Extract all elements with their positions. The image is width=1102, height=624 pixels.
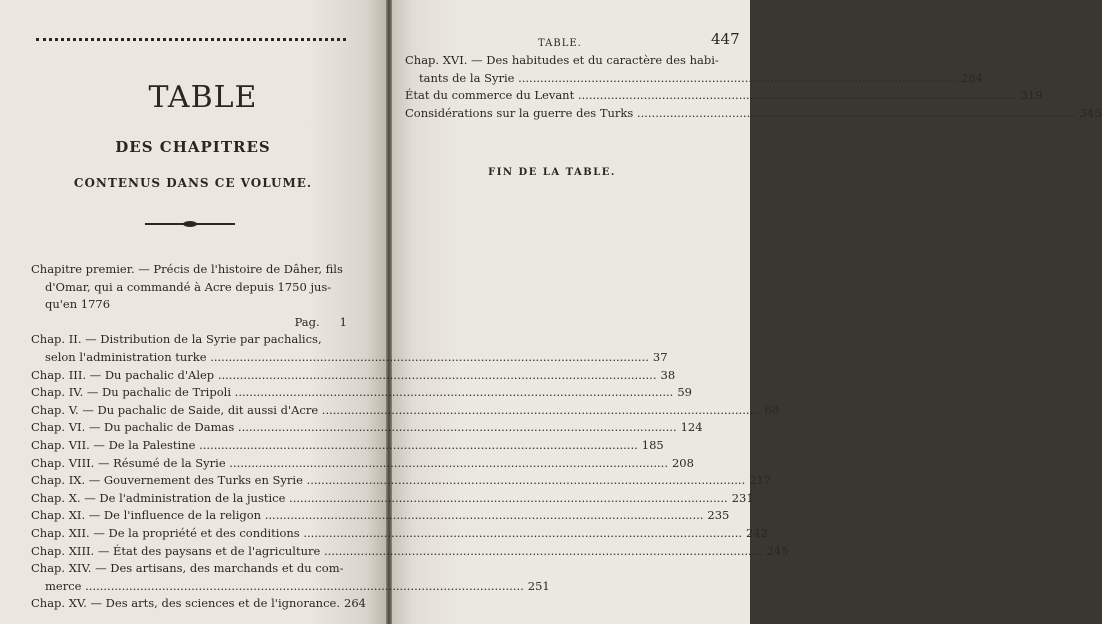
page-number: 447 [711, 30, 740, 48]
toc-entry-label: Chap. XIV. — Des artisans, des marchands et du com- [31, 561, 344, 576]
dot-leader: ........................................................................................................................ [225, 455, 668, 470]
toc-entry [31, 402, 780, 420]
toc-entry-label: Chapitre premier. — Précis de l'histoire de Dâher, fils [31, 262, 343, 276]
toc-entry [31, 560, 347, 578]
toc-entry [31, 437, 664, 455]
toc-entry [405, 87, 1043, 105]
dot-leader: ........................................................................................................................ [206, 349, 649, 364]
toc-entry-page: 217 [749, 473, 772, 488]
dot-leader: ........................................................................................................................ [299, 525, 743, 540]
toc-entry-label: selon l'administration turke ........................................................................................................................ [45, 349, 649, 364]
dot-leader: ........................................................................................................................ [285, 490, 728, 505]
toc-entry [31, 578, 550, 596]
toc-entry [31, 279, 347, 297]
toc-entry-label: Chap. IV. — Du pachalic de Tripoli ........................................................................................................................ [31, 385, 674, 400]
dot-leader: ........................................................................................................................ [234, 420, 677, 435]
toc-entry [31, 314, 347, 332]
toc-entry-page: 59 [677, 385, 692, 400]
toc-entry [31, 331, 347, 349]
toc-entry-page: 208 [671, 455, 694, 470]
toc-entry-page: 251 [527, 578, 550, 593]
dot-leader: ........................................................................................................................ [261, 508, 704, 523]
toc-entry-page: 235 [707, 508, 730, 523]
toc-entry-label: Chap. VIII. — Résumé de la Syrie ........................................................................................................................ [31, 455, 668, 470]
toc-entry [405, 52, 719, 70]
top-dotted-rule [36, 38, 346, 44]
dot-leader: ........................................................................................................................ [574, 88, 1017, 103]
toc-entry-label: Pag. [294, 314, 320, 329]
toc-entry-page: 185 [641, 437, 664, 452]
page-subtitle: DES CHAPITRES [115, 138, 271, 156]
toc-entry [405, 105, 1102, 123]
dot-leader: ........................................................................................................................ [633, 105, 1076, 120]
toc-entry-label: Chap. III. — Du pachalic d'Alep ........................................................................................................................ [31, 367, 657, 382]
dot-leader: ........................................................................................................................ [195, 437, 638, 452]
toc-entry-label: Chap. II. — Distribution de la Syrie par pachalics, [31, 332, 322, 347]
table-of-contents-right [405, 52, 1102, 122]
toc-entry [31, 261, 347, 279]
dot-leader: ........................................................................................................................ [302, 473, 746, 488]
toc-entry [31, 472, 772, 490]
toc-entry-label: Considérations sur la guerre des Turks ........................................................................................................................ [405, 105, 1076, 120]
dot-leader: ........................................................................................................................ [514, 70, 957, 85]
toc-entry-page: 68 [764, 402, 780, 417]
toc-entry-page: 264 [344, 596, 366, 611]
toc-entry-label: Chap. XI. — De l'influence de la religon ........................................................................................................................ [31, 508, 704, 523]
toc-entry [31, 349, 668, 367]
toc-entry-page: 231 [731, 490, 754, 505]
toc-entry-label: Chap. V. — Du pachalic de Saide, dit aussi d'Acre ........................................................................................................................ [31, 402, 761, 417]
toc-entry [31, 455, 694, 473]
toc-entry-label: Chap. VII. — De la Palestine ........................................................................................................................ [31, 437, 638, 452]
toc-entry-label: tants de la Syrie ........................................................................................................................ [419, 70, 957, 85]
dot-leader: ........................................................................................................................ [81, 578, 524, 593]
toc-entry-label: Chap. VI. — Du pachalic de Damas ........................................................................................................................ [31, 420, 677, 435]
running-head: TABLE. [538, 38, 582, 49]
ornament-divider [145, 223, 235, 225]
page-title: TABLE [148, 80, 258, 115]
toc-entry-page: 284 [960, 70, 983, 85]
toc-entry-page: 1 [339, 314, 347, 329]
toc-entry-label: Chap. XV. — Des arts, des sciences et de l'ignorance. [31, 596, 340, 611]
toc-entry-label: d'Omar, qui a commandé à Acre depuis 1750 jus- [45, 279, 332, 294]
toc-entry-label: Chap. XVI. — Des habitudes et du caractère des habi- [405, 53, 719, 67]
toc-entry-page: 38 [660, 367, 676, 382]
toc-entry-page: 37 [652, 349, 668, 364]
toc-entry-label: qu'en 1776 [45, 297, 111, 312]
toc-entry-label: État du commerce du Levant ........................................................................................................................ [405, 88, 1017, 103]
toc-entry-label: merce ........................................................................................................................ [45, 578, 524, 593]
toc-entry [31, 543, 789, 561]
dot-leader: ........................................................................................................................ [231, 385, 674, 400]
page-subtitle-2: CONTENUS DANS CE VOLUME. [73, 176, 313, 190]
dot-leader: ........................................................................................................................ [318, 402, 761, 417]
dot-leader: ........................................................................................................................ [214, 367, 657, 382]
toc-entry-page: 345 [1079, 105, 1102, 120]
toc-entry [31, 525, 768, 543]
table-of-contents-left [31, 261, 789, 613]
toc-entry-label: Chap. X. — De l'administration de la justice ........................................................................................................................ [31, 490, 728, 505]
toc-entry [405, 70, 983, 88]
toc-entry-page: 319 [1020, 88, 1043, 103]
toc-entry [31, 507, 730, 525]
dot-leader: ........................................................................................................................ [320, 543, 763, 558]
toc-entry [31, 367, 676, 385]
toc-entry-page: 124 [680, 420, 703, 435]
toc-entry-label: Chap. XIII. — État des paysans et de l'agriculture ........................................................................................................................ [31, 543, 763, 558]
toc-entry [31, 296, 347, 314]
toc-entry [31, 595, 366, 613]
end-of-table-text: FIN DE LA TABLE. [488, 167, 616, 178]
toc-entry [31, 419, 703, 437]
toc-entry-page: 245 [766, 543, 789, 558]
toc-entry-page: 242 [746, 525, 768, 540]
toc-entry-label: Chap. XII. — De la propriété et des conditions ........................................................................................................................ [31, 525, 743, 540]
toc-entry [31, 384, 692, 402]
toc-entry-label: Chap. IX. — Gouvernement des Turks en Syrie ........................................................................................................................ [31, 473, 746, 488]
toc-entry [31, 490, 754, 508]
